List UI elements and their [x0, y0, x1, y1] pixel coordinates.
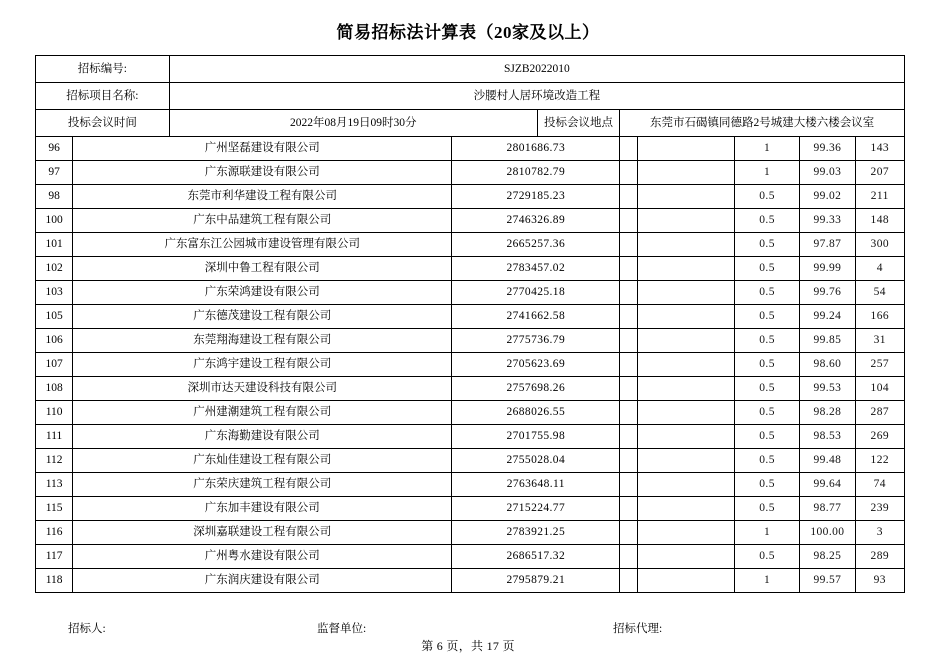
row-rank-value: 166	[855, 305, 904, 329]
row-score-value: 98.60	[800, 353, 855, 377]
header-row-project-name	[36, 83, 905, 110]
row-gap-cell	[620, 353, 638, 377]
row-gap-cell	[620, 401, 638, 425]
row-score-value: 99.03	[800, 161, 855, 185]
row-gap-cell	[620, 305, 638, 329]
header-row-bid-no	[36, 56, 905, 83]
row-company-name: 广东富东江公园城市建设管理有限公司	[73, 233, 452, 257]
row-gap-cell	[620, 497, 638, 521]
row-score-value: 99.76	[800, 281, 855, 305]
row-serial-number: 101	[36, 233, 73, 257]
row-bid-amount: 2801686.73	[452, 137, 620, 161]
row-rank-value: 257	[855, 353, 904, 377]
row-empty-cell	[638, 449, 735, 473]
row-company-name: 广东中品建筑工程有限公司	[73, 209, 452, 233]
row-bid-amount: 2665257.36	[452, 233, 620, 257]
row-rank-value: 287	[855, 401, 904, 425]
row-weight-value: 1	[734, 521, 799, 545]
row-rank-value: 211	[855, 185, 904, 209]
row-serial-number: 97	[36, 161, 73, 185]
row-score-value: 98.53	[800, 425, 855, 449]
row-bid-amount: 2729185.23	[452, 185, 620, 209]
row-weight-value: 0.5	[734, 545, 799, 569]
table-row	[36, 449, 905, 473]
row-gap-cell	[620, 161, 638, 185]
table-row	[36, 545, 905, 569]
row-empty-cell	[638, 233, 735, 257]
row-empty-cell	[638, 521, 735, 545]
row-rank-value: 4	[855, 257, 904, 281]
row-weight-value: 0.5	[734, 401, 799, 425]
row-rank-value: 104	[855, 377, 904, 401]
row-serial-number: 112	[36, 449, 73, 473]
row-score-value: 99.85	[800, 329, 855, 353]
row-rank-value: 143	[855, 137, 904, 161]
header-row-meeting	[36, 110, 905, 137]
row-gap-cell	[620, 449, 638, 473]
row-rank-value: 93	[855, 569, 904, 593]
row-rank-value: 289	[855, 545, 904, 569]
row-gap-cell	[620, 473, 638, 497]
table-row	[36, 161, 905, 185]
row-empty-cell	[638, 473, 735, 497]
row-gap-cell	[620, 209, 638, 233]
table-row	[36, 281, 905, 305]
row-company-name: 广东灿佳建设工程有限公司	[73, 449, 452, 473]
row-rank-value: 3	[855, 521, 904, 545]
row-bid-amount: 2795879.21	[452, 569, 620, 593]
project-name-value: 沙腰村人居环境改造工程	[169, 83, 904, 110]
row-serial-number: 117	[36, 545, 73, 569]
row-serial-number: 98	[36, 185, 73, 209]
row-gap-cell	[620, 521, 638, 545]
table-row	[36, 185, 905, 209]
row-weight-value: 0.5	[734, 257, 799, 281]
row-bid-amount: 2770425.18	[452, 281, 620, 305]
row-score-value: 99.02	[800, 185, 855, 209]
meeting-place-label: 投标会议地点	[537, 110, 619, 137]
row-rank-value: 54	[855, 281, 904, 305]
row-serial-number: 111	[36, 425, 73, 449]
row-serial-number: 105	[36, 305, 73, 329]
row-gap-cell	[620, 377, 638, 401]
table-row	[36, 473, 905, 497]
row-gap-cell	[620, 569, 638, 593]
row-bid-amount: 2763648.11	[452, 473, 620, 497]
row-company-name: 广州建潮建筑工程有限公司	[73, 401, 452, 425]
row-rank-value: 207	[855, 161, 904, 185]
row-weight-value: 1	[734, 137, 799, 161]
row-weight-value: 0.5	[734, 281, 799, 305]
row-score-value: 99.53	[800, 377, 855, 401]
row-company-name: 广东鸿宇建设工程有限公司	[73, 353, 452, 377]
row-company-name: 广东加丰建设有限公司	[73, 497, 452, 521]
row-empty-cell	[638, 305, 735, 329]
row-company-name: 广东海勤建设有限公司	[73, 425, 452, 449]
row-weight-value: 0.5	[734, 329, 799, 353]
row-rank-value: 300	[855, 233, 904, 257]
meeting-time-label: 投标会议时间	[36, 110, 170, 137]
row-weight-value: 0.5	[734, 497, 799, 521]
row-score-value: 99.24	[800, 305, 855, 329]
row-serial-number: 106	[36, 329, 73, 353]
row-empty-cell	[638, 497, 735, 521]
row-score-value: 99.57	[800, 569, 855, 593]
row-rank-value: 74	[855, 473, 904, 497]
row-company-name: 广东荣鸿建设有限公司	[73, 281, 452, 305]
row-empty-cell	[638, 569, 735, 593]
row-serial-number: 102	[36, 257, 73, 281]
row-weight-value: 1	[734, 569, 799, 593]
row-empty-cell	[638, 185, 735, 209]
row-weight-value: 0.5	[734, 185, 799, 209]
meeting-place-value: 东莞市石碣镇同德路2号城建大楼六楼会议室	[620, 110, 905, 137]
row-rank-value: 31	[855, 329, 904, 353]
row-score-value: 99.36	[800, 137, 855, 161]
row-bid-amount: 2757698.26	[452, 377, 620, 401]
row-empty-cell	[638, 281, 735, 305]
table-row	[36, 257, 905, 281]
meeting-time-value: 2022年08月19日09时30分	[169, 110, 537, 137]
row-score-value: 99.33	[800, 209, 855, 233]
row-bid-amount: 2741662.58	[452, 305, 620, 329]
row-rank-value: 148	[855, 209, 904, 233]
row-bid-amount: 2705623.69	[452, 353, 620, 377]
bid-calculation-table	[35, 55, 905, 593]
row-score-value: 99.99	[800, 257, 855, 281]
row-company-name: 深圳嘉联建设工程有限公司	[73, 521, 452, 545]
row-empty-cell	[638, 209, 735, 233]
row-bid-amount: 2810782.79	[452, 161, 620, 185]
row-weight-value: 0.5	[734, 353, 799, 377]
row-serial-number: 108	[36, 377, 73, 401]
row-company-name: 广东源联建设有限公司	[73, 161, 452, 185]
row-company-name: 深圳市达天建设科技有限公司	[73, 377, 452, 401]
row-score-value: 98.25	[800, 545, 855, 569]
row-empty-cell	[638, 545, 735, 569]
row-bid-amount: 2783921.25	[452, 521, 620, 545]
row-weight-value: 1	[734, 161, 799, 185]
row-serial-number: 115	[36, 497, 73, 521]
row-gap-cell	[620, 137, 638, 161]
row-empty-cell	[638, 257, 735, 281]
table-row	[36, 305, 905, 329]
row-company-name: 广东润庆建设有限公司	[73, 569, 452, 593]
project-name-label: 招标项目名称:	[36, 83, 170, 110]
row-empty-cell	[638, 137, 735, 161]
table-row	[36, 521, 905, 545]
row-weight-value: 0.5	[734, 305, 799, 329]
bid-no-label: 招标编号:	[36, 56, 170, 83]
page-indicator: 第 6 页，共 17 页	[421, 639, 515, 653]
row-weight-value: 0.5	[734, 209, 799, 233]
row-serial-number: 107	[36, 353, 73, 377]
row-company-name: 广州坚磊建设有限公司	[73, 137, 452, 161]
row-serial-number: 103	[36, 281, 73, 305]
row-gap-cell	[620, 185, 638, 209]
row-score-value: 100.00	[800, 521, 855, 545]
table-body	[36, 56, 905, 593]
table-row	[36, 569, 905, 593]
row-weight-value: 0.5	[734, 377, 799, 401]
row-bid-amount: 2701755.98	[452, 425, 620, 449]
table-row	[36, 137, 905, 161]
row-company-name: 深圳中鲁工程有限公司	[73, 257, 452, 281]
row-bid-amount: 2715224.77	[452, 497, 620, 521]
tenderer-label: 招标人:	[68, 623, 106, 635]
bid-calculation-table-wrapper	[35, 55, 905, 593]
row-empty-cell	[638, 401, 735, 425]
table-row	[36, 353, 905, 377]
row-serial-number: 110	[36, 401, 73, 425]
supervisor-label: 监督单位:	[317, 623, 367, 635]
row-empty-cell	[638, 377, 735, 401]
row-score-value: 97.87	[800, 233, 855, 257]
table-row	[36, 209, 905, 233]
row-gap-cell	[620, 257, 638, 281]
row-bid-amount: 2783457.02	[452, 257, 620, 281]
row-gap-cell	[620, 545, 638, 569]
row-weight-value: 0.5	[734, 425, 799, 449]
row-rank-value: 269	[855, 425, 904, 449]
row-serial-number: 118	[36, 569, 73, 593]
row-gap-cell	[620, 425, 638, 449]
row-empty-cell	[638, 353, 735, 377]
row-company-name: 广东德茂建设工程有限公司	[73, 305, 452, 329]
row-company-name: 东莞市利华建设工程有限公司	[73, 185, 452, 209]
row-empty-cell	[638, 425, 735, 449]
agent-label: 招标代理:	[613, 623, 663, 635]
table-row	[36, 377, 905, 401]
table-row	[36, 401, 905, 425]
row-gap-cell	[620, 233, 638, 257]
row-serial-number: 96	[36, 137, 73, 161]
row-company-name: 广东荣庆建筑工程有限公司	[73, 473, 452, 497]
row-gap-cell	[620, 281, 638, 305]
row-empty-cell	[638, 329, 735, 353]
table-row	[36, 425, 905, 449]
row-weight-value: 0.5	[734, 473, 799, 497]
row-rank-value: 239	[855, 497, 904, 521]
row-serial-number: 100	[36, 209, 73, 233]
row-company-name: 广州粤水建设有限公司	[73, 545, 452, 569]
bid-no-value: SJZB2022010	[169, 56, 904, 83]
table-row	[36, 233, 905, 257]
row-score-value: 99.48	[800, 449, 855, 473]
row-bid-amount: 2755028.04	[452, 449, 620, 473]
row-serial-number: 116	[36, 521, 73, 545]
row-bid-amount: 2746326.89	[452, 209, 620, 233]
row-bid-amount: 2775736.79	[452, 329, 620, 353]
row-weight-value: 0.5	[734, 449, 799, 473]
row-bid-amount: 2688026.55	[452, 401, 620, 425]
row-serial-number: 113	[36, 473, 73, 497]
row-gap-cell	[620, 329, 638, 353]
page-title: 简易招标法计算表（20家及以上）	[336, 23, 600, 42]
row-score-value: 98.28	[800, 401, 855, 425]
page-footer	[0, 620, 936, 662]
row-weight-value: 0.5	[734, 233, 799, 257]
table-row	[36, 329, 905, 353]
table-row	[36, 497, 905, 521]
row-company-name: 东莞翔海建设工程有限公司	[73, 329, 452, 353]
row-score-value: 99.64	[800, 473, 855, 497]
row-rank-value: 122	[855, 449, 904, 473]
row-bid-amount: 2686517.32	[452, 545, 620, 569]
row-score-value: 98.77	[800, 497, 855, 521]
row-empty-cell	[638, 161, 735, 185]
